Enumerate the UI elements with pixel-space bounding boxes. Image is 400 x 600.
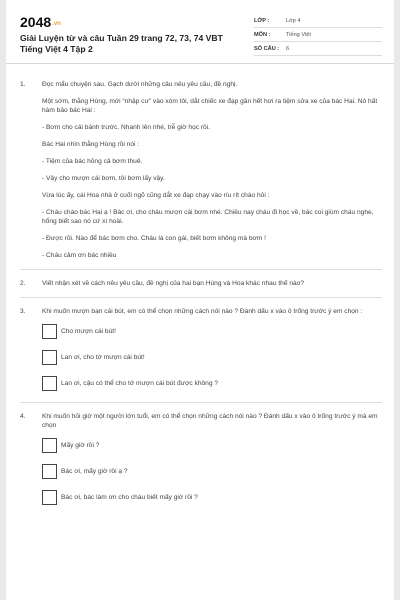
option-label: Bác ơi, mấy giờ rồi ạ ? xyxy=(61,468,128,475)
question-number: 4. xyxy=(20,413,26,420)
story-paragraph: Bác Hai nhìn thằng Hùng rồi nói : xyxy=(42,141,140,148)
option-label: Lan ơi, cậu có thể cho tớ mượn cái bút được không ? xyxy=(61,380,218,387)
divider xyxy=(20,269,382,270)
document-header xyxy=(6,0,394,64)
answer-checkbox[interactable] xyxy=(42,324,57,339)
question-1 xyxy=(20,80,382,260)
divider xyxy=(20,297,382,298)
option-label: Lan ơi, cho tớ mượn cái bút! xyxy=(61,354,145,361)
question-number: 2. xyxy=(20,280,26,287)
logo-tld: .vn xyxy=(52,21,61,27)
question-number: 1. xyxy=(20,81,26,88)
logo-text: 2048 xyxy=(20,14,52,30)
question-text: Khi muốn hỏi giờ một người lớn tuổi, em có thể chọn những cách nói nào ? Đánh dấu x vào ô trống trước ý mà em chọn xyxy=(42,413,378,429)
document-content xyxy=(20,80,382,516)
meta-value: 6 xyxy=(286,45,290,52)
meta-table xyxy=(254,14,382,56)
answer-checkbox[interactable] xyxy=(42,464,57,479)
answer-option xyxy=(42,464,382,479)
question-text: Khi muốn mượn bạn cái bút, em có thể chọn những cách nói nào ? Đánh dấu x vào ô trống trước ý em chọn : xyxy=(42,308,363,315)
answer-option xyxy=(42,438,382,453)
site-logo[interactable] xyxy=(20,14,61,30)
question-4 xyxy=(20,412,382,505)
divider xyxy=(20,402,382,403)
answer-checkbox[interactable] xyxy=(42,438,57,453)
answer-option xyxy=(42,490,382,505)
story-paragraph: - Cháu cảm ơn bác nhiều xyxy=(42,252,117,259)
story-paragraph: Một sớm, thằng Hùng, mới “nhập cư” vào xóm tôi, dắt chiếc xe đạp gần hết hơi ra tiệm sửa xe của bác Hai. Nó hất hàm bảo bác Hai : xyxy=(42,98,378,114)
meta-row-count xyxy=(254,42,382,56)
question-3 xyxy=(20,307,382,391)
question-text: Đọc mẩu chuyện sau. Gạch dưới những câu nêu yêu cầu, đề nghị. xyxy=(42,81,238,88)
question-number: 3. xyxy=(20,308,26,315)
answer-checkbox[interactable] xyxy=(42,490,57,505)
question-text: Viết nhận xét về cách nêu yêu cầu, đề nghị của hai bạn Hùng và Hoa khác nhau thế nào? xyxy=(42,280,304,287)
meta-value: Lớp 4 xyxy=(286,17,301,24)
story-paragraph: - Vậy cho mượn cái bơm, tôi bơm lấy vậy. xyxy=(42,175,165,182)
answer-checkbox[interactable] xyxy=(42,376,57,391)
option-label: Mấy giờ rồi ? xyxy=(61,442,100,449)
meta-key: SỐ CÂU : xyxy=(254,45,280,52)
story-paragraph: Vừa lúc ấy, cái Hoa nhà ở cuối ngõ cũng dắt xe đạp chạy vào ríu rít chào hỏi : xyxy=(42,192,270,199)
document-page xyxy=(6,0,394,600)
meta-row-grade xyxy=(254,14,382,28)
answer-checkbox[interactable] xyxy=(42,350,57,365)
answer-option xyxy=(42,324,382,339)
story-paragraph: - Bơm cho cái bánh trước. Nhanh lên nhé, trễ giờ học rồi. xyxy=(42,124,211,131)
meta-key: LỚP : xyxy=(254,17,270,24)
question-2 xyxy=(20,279,382,288)
story-paragraph: - Cháu chào bác Hai ạ ! Bác ơi, cho cháu mượn cái bơm nhé. Chiều nay cháu đi học về, bác coi giùm cháu nghe, hổng biết sao nó cứ xì hoài. xyxy=(42,209,374,225)
option-label: Cho mượn cái bút! xyxy=(61,328,116,335)
meta-row-subject xyxy=(254,28,382,42)
answer-option xyxy=(42,350,382,365)
meta-value: Tiếng Việt xyxy=(286,31,311,38)
option-label: Bác ơi, bác làm ơn cho cháu biết mấy giờ rồi ? xyxy=(61,494,198,501)
story-paragraph: - Tiệm của bác hỏng cả bơm thuê. xyxy=(42,158,143,165)
answer-option xyxy=(42,376,382,391)
document-title: Giải Luyện từ và câu Tuần 29 trang 72, 73, 74 VBT Tiếng Việt 4 Tập 2 xyxy=(20,33,223,54)
meta-key: MÔN : xyxy=(254,31,271,38)
story-paragraph: - Được rồi. Nào để bác bơm cho. Cháu là con gái, biết bơm không mà bơm ! xyxy=(42,235,267,242)
